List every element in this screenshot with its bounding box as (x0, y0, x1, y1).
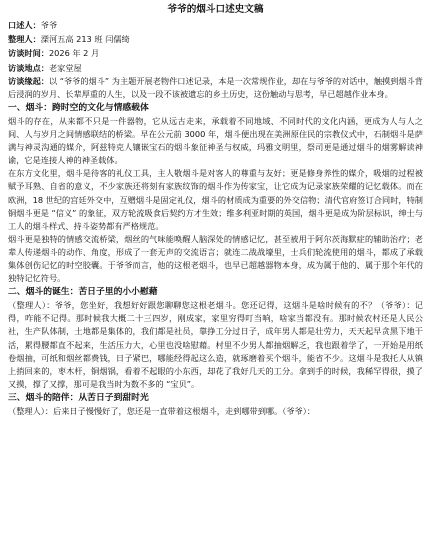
section-1-heading: 一、烟斗：跨时空的文化与情感载体 (8, 103, 149, 113)
section-3-heading: 三、烟斗的陪伴：从苦日子到甜时光 (8, 392, 149, 403)
intro-key: 访谈缘起： (8, 75, 49, 86)
meta-value: 2026 年 2 月 (48, 48, 100, 59)
meta-block (8, 18, 423, 75)
interview-origin (8, 75, 423, 101)
document-title: 爷爷的烟斗口述史文稿 (167, 4, 264, 15)
meta-value: 老家堂屋 (48, 62, 82, 73)
section-2-heading: 二、烟斗的诞生：苦日子里的小小慰藉 (8, 287, 158, 298)
meta-interview-place (8, 61, 423, 75)
meta-compiler (8, 32, 423, 46)
section-1-paragraph: 烟斗的存在，从来都不只是一件器物，它从远古走来，承载着不同地域、不同时代的文化内涵，更成为人与人之间、人与岁月之间情感联结的桥梁。早在公元前 3000 年，烟斗便出现在美洲原住民的宗教仪式中，石制烟斗是萨满与神灵沟通的媒介，阿兹特克人镶嵌宝石的烟斗象征神圣与权威，玛雅文明里，祭司更是通过烟斗的烟雾解读神谕，它是连接人神的神圣载体。 (8, 116, 423, 166)
section-2-paragraph: （整理人）：爷爷，您坐好，我想好好跟您聊聊您这根老烟斗。您还记得，这烟斗是啥时候有的不？（爷爷）：记得，咋能不记得。那时候我大概二十三四岁，刚成家，家里穷得叮当响，啥家当都没有。那时候农村还是人民公社，生产队体制，土地都是集体的，我们都是社员，靠挣工分过日子，成年男人都是壮劳力，天天起早贪黑下地干活，累得腰都直不起来，生活压力大，心里也没啥慰藉。村里不少男人都抽烟解乏，我也跟着学了，一开始是用纸卷烟抽，可纸和烟丝都费钱，日子紧巴，哪能经得起这么造，就琢磨着买个烟斗，能省不少。这烟斗是我托人从镇上捎回来的，枣木杆，铜烟锅，看着不起眼的小东西，却花了我好几天的工分。拿到手的时候，我稀罕得很，摸了又摸，撑了又撑，那可是我当时为数不多的 “宝贝”。 (8, 300, 423, 389)
meta-key: 访谈地点： (8, 62, 49, 73)
section-1-paragraph: 烟斗更是独特的情感交流桥梁，烟丝的气味能唤醒人脑深处的情感记忆，甚至被用于阿尔茨海默症的辅助治疗；老辈人传递烟斗的动作、角度，形成了一套无声的交流语言；就连二战战壕里，士兵们轮流使用的烟斗，都成了承载集体创伤记忆的时空胶囊。于爷爷而言，他的这根老烟斗，也早已超越器物本身，成为属于他的、属于那个年代的独特记忆符号。 (8, 233, 423, 284)
meta-value: 爷爷 (40, 20, 58, 30)
meta-value: 溧河五高 213 班 闫儒绮 (40, 34, 130, 45)
section-1-paragraph: 在东方文化里，烟斗是待客的礼仪工具，主人敬烟斗是对客人的尊重与友好；更是修身养性的媒介，吸烟的过程被赋予耳熟、自省的意义，不少家族还将刻有家族纹饰的烟斗作为传家宝，让它成为记录家族荣耀的记忆载体。而在欧洲，18 世纪的宫廷外交中，互赠烟斗是固定礼仪，烟斗的材质成为重要的外交信物；清代官府签订合同时，特制铜烟斗更是 “信义” 的象征，双方轮流吸食后契约方才生效；维多利亚时期的英国，烟斗更是成为阶层标识，绅士与工人的烟斗样式、持斗姿势都有严格规范。 (8, 168, 423, 231)
section-3-paragraph: （整理人）：后来日子慢慢好了，您还是一直带着这根烟斗，走到哪带到哪。（爷爷）： (8, 405, 316, 416)
meta-key: 整理人： (8, 34, 41, 45)
meta-speaker (8, 18, 423, 32)
meta-key: 访谈时间： (8, 48, 49, 59)
intro-text: 以 “爷爷的烟斗” 为主题开展老物件口述记录，本是一次常规作业，却在与爷爷的对话中，触摸到烟斗背后浸润的岁月、长辈厚重的人生，以及一段不该被遗忘的乡土历史，这份触动与思考，早已超越作业本身。 (8, 75, 423, 99)
meta-interview-time (8, 46, 423, 60)
meta-key: 口述人： (8, 20, 41, 30)
